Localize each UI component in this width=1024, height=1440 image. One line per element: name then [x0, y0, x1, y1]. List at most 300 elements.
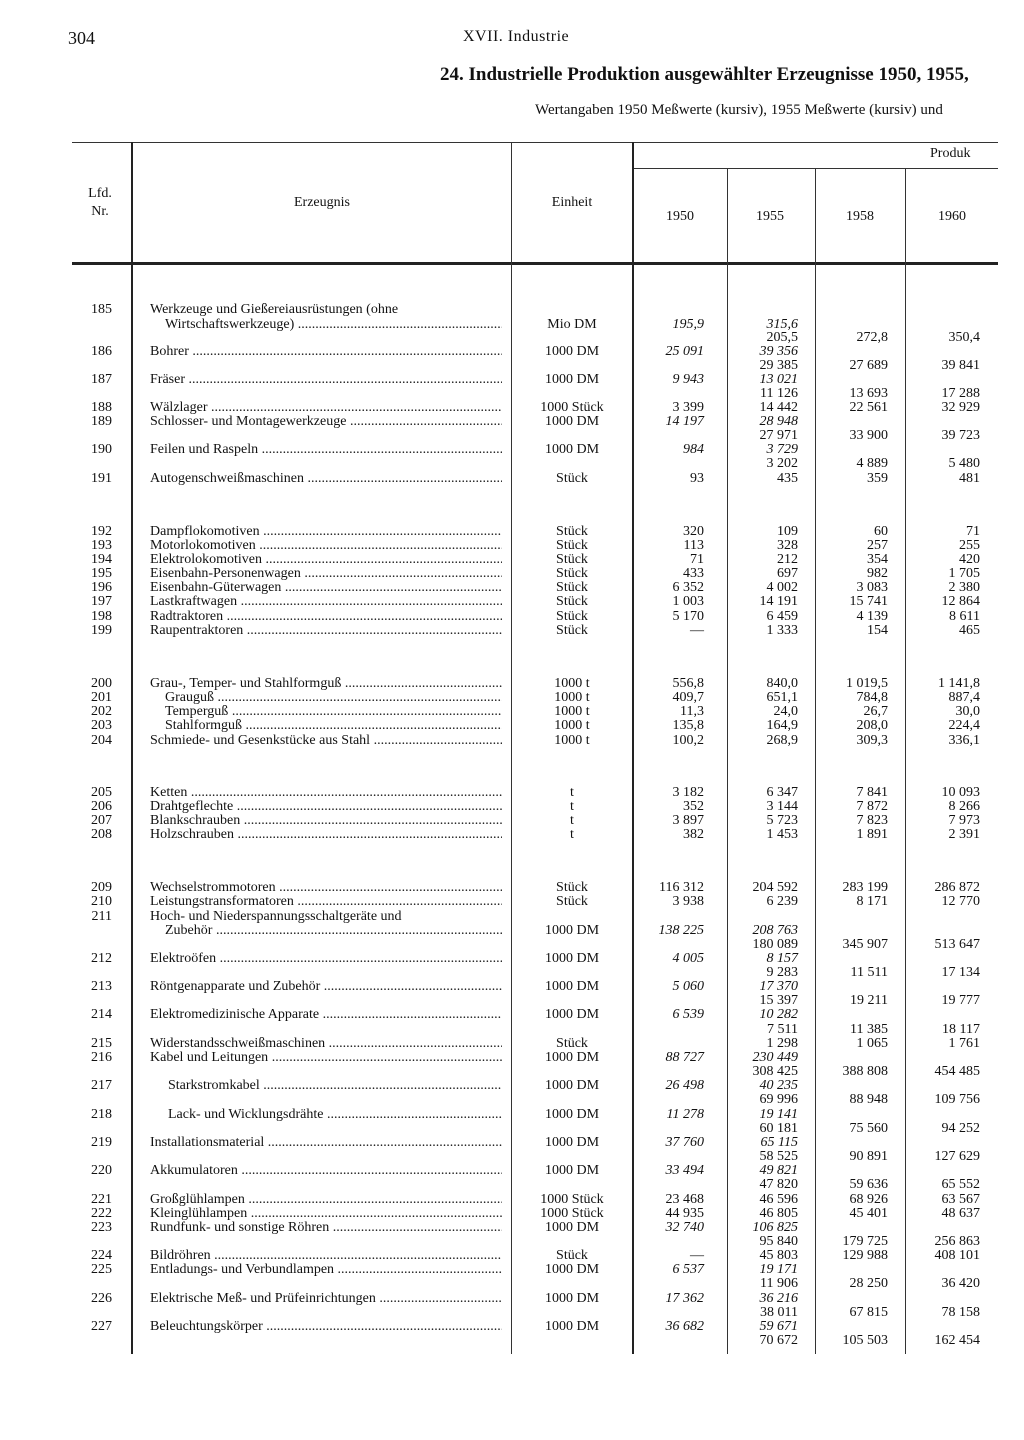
value-1955: 29 385 — [759, 358, 798, 373]
row-number: 193 — [91, 538, 112, 553]
row-number: 198 — [91, 609, 112, 624]
value-1958: 28 250 — [849, 1276, 888, 1291]
value-1958: 75 560 — [849, 1121, 888, 1136]
value-1950: 138 225 — [658, 923, 704, 938]
value-1960: 408 101 — [934, 1248, 980, 1263]
row-product-label: Fräser ..... — [150, 373, 502, 387]
row-product-label: Wechselstrommotoren ..... — [150, 881, 502, 895]
row-unit: 1000 DM — [544, 1163, 600, 1178]
value-1960: 224,4 — [948, 718, 980, 733]
value-1955: 17 370 — [759, 979, 798, 994]
value-1960: 256 863 — [934, 1234, 980, 1249]
value-1955: 6 347 — [766, 785, 798, 800]
row-product-label: Blankschrauben ..... — [150, 814, 502, 828]
value-1960: 454 485 — [934, 1064, 980, 1079]
table-row — [0, 387, 1024, 401]
value-1960: 1 761 — [948, 1036, 980, 1051]
header-einheit: Einheit — [551, 195, 593, 210]
value-1960: 8 611 — [949, 609, 980, 624]
row-unit: Stück — [556, 580, 588, 595]
value-1950: — — [690, 623, 704, 638]
row-product-label: Wirtschaftswerkzeuge) ..... — [165, 318, 502, 332]
value-1958: 60 — [874, 524, 888, 539]
value-1958: 354 — [867, 552, 888, 567]
value-1950: 409,7 — [672, 690, 704, 705]
row-product-label: Lack- und Wicklungsdrähte ..... — [168, 1108, 502, 1122]
row-product-label: Werkzeuge und Gießereiausrüstungen (ohne — [150, 303, 399, 317]
value-1960: 94 252 — [941, 1121, 980, 1136]
value-1955: 13 021 — [759, 372, 798, 387]
value-1955: 14 442 — [759, 400, 798, 415]
value-1955: 230 449 — [752, 1050, 798, 1065]
row-unit: 1000 DM — [544, 951, 600, 966]
value-1955: 69 996 — [759, 1092, 798, 1107]
running-head: XVII. Industrie — [463, 28, 570, 45]
value-1958: 272,8 — [856, 330, 888, 345]
value-1955: 65 115 — [760, 1135, 798, 1150]
table-row — [0, 1292, 1024, 1306]
row-product-label: Beleuchtungskörper ..... — [150, 1320, 502, 1334]
table-row — [0, 553, 1024, 567]
row-number: 218 — [91, 1107, 112, 1122]
value-1960: 17 288 — [941, 386, 980, 401]
value-1950: 17 362 — [665, 1291, 704, 1306]
row-product-label: Schmiede- und Gesenkstücke aus Stahl ..... — [150, 734, 502, 748]
row-number: 185 — [91, 302, 112, 317]
row-number: 207 — [91, 813, 112, 828]
table-row — [0, 359, 1024, 373]
value-1960: 1 705 — [948, 566, 980, 581]
row-product-label: Röntgenapparate und Zubehör ..... — [150, 980, 502, 994]
value-1955: 212 — [777, 552, 798, 567]
row-unit: 1000 DM — [544, 442, 600, 457]
value-1960: 65 552 — [941, 1177, 980, 1192]
value-1955: 10 282 — [759, 1007, 798, 1022]
value-1958: 7 872 — [856, 799, 888, 814]
row-product-label: Grau-, Temper- und Stahlformguß ..... — [150, 677, 502, 691]
table-row — [0, 539, 1024, 553]
row-unit: 1000 DM — [544, 1262, 600, 1277]
value-1960: 420 — [959, 552, 980, 567]
row-product-label: Radtraktoren ..... — [150, 610, 502, 624]
value-1955: 40 235 — [759, 1078, 798, 1093]
header-lfd-nr: Lfd. Nr. — [88, 186, 112, 219]
table-row — [0, 1221, 1024, 1235]
value-1950: 433 — [683, 566, 704, 581]
row-unit: 1000 DM — [544, 979, 600, 994]
row-unit: 1000 Stück — [540, 1192, 604, 1207]
value-1955: 651,1 — [766, 690, 798, 705]
header-1955: 1955 — [756, 209, 784, 224]
value-1955: 3 202 — [766, 456, 798, 471]
table-row — [0, 800, 1024, 814]
table-row — [0, 1093, 1024, 1107]
row-unit: 1000 t — [554, 733, 590, 748]
row-number: 202 — [91, 704, 112, 719]
row-unit: Stück — [556, 538, 588, 553]
value-1958: 11 511 — [850, 965, 888, 980]
table-row — [0, 1164, 1024, 1178]
row-number: 201 — [91, 690, 112, 705]
row-product-label: Elektrolokomotiven ..... — [150, 553, 502, 567]
value-1950: 6 537 — [672, 1262, 704, 1277]
value-1950: 352 — [683, 799, 704, 814]
table-row — [0, 677, 1024, 691]
value-1955: 204 592 — [752, 880, 798, 895]
table-title: 24. Industrielle Produktion ausgewählter Erzeugnisse 1950, 1955, — [440, 64, 969, 85]
table-row — [0, 1079, 1024, 1093]
value-1955: 14 191 — [759, 594, 798, 609]
value-1958: 359 — [867, 471, 888, 486]
table-row — [0, 924, 1024, 938]
value-1960: 127 629 — [934, 1149, 980, 1164]
table-row — [0, 1207, 1024, 1221]
value-1955: 164,9 — [766, 718, 798, 733]
value-1955: 328 — [777, 538, 798, 553]
table-row — [0, 624, 1024, 638]
row-unit: 1000 DM — [544, 1107, 600, 1122]
table-row — [0, 881, 1024, 895]
value-1950: 5 170 — [672, 609, 704, 624]
row-number: 211 — [91, 909, 112, 924]
row-unit: Stück — [556, 594, 588, 609]
row-product-label: Grauguß ..... — [165, 691, 502, 705]
row-unit: 1000 Stück — [540, 400, 604, 415]
table-row — [0, 1150, 1024, 1164]
row-unit: Stück — [556, 609, 588, 624]
row-product-label: Drahtgeflechte ..... — [150, 800, 502, 814]
row-number: 196 — [91, 580, 112, 595]
row-product-label: Elektromedizinische Apparate ..... — [150, 1008, 502, 1022]
value-1950: 88 727 — [665, 1050, 704, 1065]
row-unit: Stück — [556, 880, 588, 895]
row-product-label: Raupentraktoren ..... — [150, 624, 502, 638]
value-1950: 33 494 — [665, 1163, 704, 1178]
row-number: 206 — [91, 799, 112, 814]
row-product-label: Feilen und Raspeln ..... — [150, 443, 502, 457]
value-1950: 116 312 — [659, 880, 704, 895]
value-1955: 315,6 — [766, 317, 798, 332]
value-1950: 100,2 — [672, 733, 704, 748]
table-row — [0, 415, 1024, 429]
value-1955: 8 157 — [766, 951, 798, 966]
table-row — [0, 1178, 1024, 1192]
row-unit: t — [570, 799, 574, 814]
value-1955: 45 803 — [759, 1248, 798, 1263]
value-1950: 556,8 — [672, 676, 704, 691]
table-row — [0, 429, 1024, 443]
value-1950: 382 — [683, 827, 704, 842]
value-1955: 3 729 — [766, 442, 798, 457]
value-1955: 11 126 — [760, 386, 798, 401]
value-1960: 162 454 — [934, 1333, 980, 1348]
table-row — [0, 1023, 1024, 1037]
row-number: 215 — [91, 1036, 112, 1051]
value-1958: 90 891 — [849, 1149, 888, 1164]
value-1958: 13 693 — [849, 386, 888, 401]
value-1955: 59 671 — [759, 1319, 798, 1334]
value-1958: 309,3 — [856, 733, 888, 748]
value-1950: 26 498 — [665, 1078, 704, 1093]
table-row — [0, 610, 1024, 624]
value-1958: 257 — [867, 538, 888, 553]
row-product-label: Widerstandsschweißmaschinen ..... — [150, 1037, 502, 1051]
row-unit: Stück — [556, 566, 588, 581]
row-number: 187 — [91, 372, 112, 387]
table-row — [0, 966, 1024, 980]
row-product-label: Motorlokomotiven ..... — [150, 539, 502, 553]
value-1958: 283 199 — [842, 880, 888, 895]
subtitle-text: Wertangaben 1950 Meßwerte (kursiv), 1955 Meßwerte (kursiv) und — [535, 102, 943, 118]
value-1960: 286 872 — [934, 880, 980, 895]
value-1955: 308 425 — [752, 1064, 798, 1079]
page-number: 304 — [68, 28, 95, 48]
value-1958: 1 891 — [856, 827, 888, 842]
row-product-label: Installationsmaterial ..... — [150, 1136, 502, 1150]
row-unit: Stück — [556, 1248, 588, 1263]
row-unit: Stück — [556, 471, 588, 486]
value-1950: 44 935 — [665, 1206, 704, 1221]
value-1955: 208 763 — [752, 923, 798, 938]
table-subtitle — [535, 102, 943, 119]
row-number: 223 — [91, 1220, 112, 1235]
row-number: 205 — [91, 785, 112, 800]
row-product-label: Elektrische Meß- und Prüfeinrichtungen ..... — [150, 1292, 502, 1306]
value-1958: 4 889 — [856, 456, 888, 471]
value-1958: 59 636 — [849, 1177, 888, 1192]
value-1958: 345 907 — [842, 937, 888, 952]
value-1950: 5 060 — [672, 979, 704, 994]
value-1950: 37 760 — [665, 1135, 704, 1150]
row-product-label: Ketten ..... — [150, 786, 502, 800]
value-1960: 39 723 — [941, 428, 980, 443]
value-1960: 18 117 — [942, 1022, 980, 1037]
value-1955: 1 333 — [766, 623, 798, 638]
value-1960: 12 864 — [941, 594, 980, 609]
table-row — [0, 734, 1024, 748]
value-1958: 4 139 — [856, 609, 888, 624]
value-1958: 3 083 — [856, 580, 888, 595]
value-1960: 30,0 — [955, 704, 980, 719]
value-1950: 93 — [690, 471, 704, 486]
row-product-label: Eisenbahn-Personenwagen ..... — [150, 567, 502, 581]
row-unit: Stück — [556, 552, 588, 567]
table-row — [0, 401, 1024, 415]
value-1960: 1 141,8 — [938, 676, 980, 691]
row-number: 191 — [91, 471, 112, 486]
row-unit: 1000 DM — [544, 1220, 600, 1235]
value-1950: 320 — [683, 524, 704, 539]
value-1955: 697 — [777, 566, 798, 581]
row-product-label: Rundfunk- und sonstige Röhren ..... — [150, 1221, 502, 1235]
value-1955: 46 596 — [759, 1192, 798, 1207]
value-1960: 12 770 — [941, 894, 980, 909]
value-1960: 32 929 — [941, 400, 980, 415]
row-unit: 1000 DM — [544, 1007, 600, 1022]
value-1955: 24,0 — [773, 704, 798, 719]
row-number: 209 — [91, 880, 112, 895]
row-number: 192 — [91, 524, 112, 539]
table-row — [0, 472, 1024, 486]
value-1960: 8 266 — [948, 799, 980, 814]
value-1950: 113 — [683, 538, 704, 553]
row-unit: 1000 DM — [544, 1050, 600, 1065]
value-1958: 388 808 — [842, 1064, 888, 1079]
table-row — [0, 1193, 1024, 1207]
value-1950: 6 539 — [672, 1007, 704, 1022]
row-number: 197 — [91, 594, 112, 609]
value-1958: 129 988 — [842, 1248, 888, 1263]
value-1955: 6 459 — [766, 609, 798, 624]
value-1955: 205,5 — [766, 330, 798, 345]
row-number: 204 — [91, 733, 112, 748]
row-number: 199 — [91, 623, 112, 638]
row-unit: t — [570, 785, 574, 800]
value-1955: 27 971 — [759, 428, 798, 443]
value-1950: 11,3 — [680, 704, 704, 719]
value-1955: 46 805 — [759, 1206, 798, 1221]
value-1955: 36 216 — [759, 1291, 798, 1306]
table-row — [0, 567, 1024, 581]
value-1958: 179 725 — [842, 1234, 888, 1249]
row-unit: Stück — [556, 894, 588, 909]
row-unit: Stück — [556, 1036, 588, 1051]
table-row — [0, 345, 1024, 359]
value-1955: 5 723 — [766, 813, 798, 828]
row-number: 213 — [91, 979, 112, 994]
table-row — [0, 525, 1024, 539]
row-number: 208 — [91, 827, 112, 842]
row-number: 224 — [91, 1248, 112, 1263]
row-product-label: Starkstromkabel ..... — [168, 1079, 502, 1093]
value-1955: 11 906 — [760, 1276, 798, 1291]
value-1958: 11 385 — [850, 1022, 888, 1037]
value-1950: 14 197 — [665, 414, 704, 429]
value-1955: 28 948 — [759, 414, 798, 429]
value-1950: 3 897 — [672, 813, 704, 828]
row-number: 221 — [91, 1192, 112, 1207]
value-1955: 19 171 — [759, 1262, 798, 1277]
value-1950: 32 740 — [665, 1220, 704, 1235]
value-1955: 39 356 — [759, 344, 798, 359]
value-1955: 9 283 — [766, 965, 798, 980]
value-1960: 39 841 — [941, 358, 980, 373]
value-1950: 195,9 — [672, 317, 704, 332]
row-product-label: Bohrer ..... — [150, 345, 502, 359]
row-unit: 1000 DM — [544, 414, 600, 429]
value-1960: 17 134 — [941, 965, 980, 980]
value-1955: 19 141 — [759, 1107, 798, 1122]
table-row — [0, 938, 1024, 952]
table-row — [0, 373, 1024, 387]
table-row — [0, 1008, 1024, 1022]
row-product-label: Eisenbahn-Güterwagen ..... — [150, 581, 502, 595]
value-1950: 984 — [683, 442, 704, 457]
row-unit: 1000 DM — [544, 1319, 600, 1334]
table-row — [0, 331, 1024, 345]
row-unit: 1000 DM — [544, 1135, 600, 1150]
table-row — [0, 705, 1024, 719]
value-1960: 63 567 — [941, 1192, 980, 1207]
table-row — [0, 1235, 1024, 1249]
table-row — [0, 1334, 1024, 1348]
row-number: 188 — [91, 400, 112, 415]
table-row — [0, 719, 1024, 733]
row-unit: 1000 DM — [544, 372, 600, 387]
row-number: 226 — [91, 1291, 112, 1306]
value-1960: 481 — [959, 471, 980, 486]
value-1960: 48 637 — [941, 1206, 980, 1221]
value-1958: 982 — [867, 566, 888, 581]
value-1958: 68 926 — [849, 1192, 888, 1207]
row-product-label: Großglühlampen ..... — [150, 1193, 502, 1207]
row-product-label: Temperguß ..... — [165, 705, 502, 719]
value-1960: 513 647 — [934, 937, 980, 952]
header-1958: 1958 — [846, 209, 874, 224]
value-1958: 784,8 — [856, 690, 888, 705]
table-row — [0, 814, 1024, 828]
value-1955: 70 672 — [759, 1333, 798, 1348]
value-1950: 4 005 — [672, 951, 704, 966]
value-1958: 22 561 — [849, 400, 888, 415]
header-bottom-rule — [72, 262, 998, 265]
table-row — [0, 994, 1024, 1008]
row-number: 195 — [91, 566, 112, 581]
row-unit: Mio DM — [547, 317, 597, 332]
table-row — [0, 581, 1024, 595]
row-product-label: Bildröhren ..... — [150, 1249, 502, 1263]
row-number: 194 — [91, 552, 112, 567]
row-number: 212 — [91, 951, 112, 966]
value-1960: 78 158 — [941, 1305, 980, 1320]
table-row — [0, 1037, 1024, 1051]
row-unit: 1000 Stück — [540, 1206, 604, 1221]
row-unit: Stück — [556, 623, 588, 638]
row-product-label: Entladungs- und Verbundlampen ..... — [150, 1263, 502, 1277]
table-row — [0, 303, 1024, 317]
value-1955: 60 181 — [759, 1121, 798, 1136]
value-1955: 180 089 — [752, 937, 798, 952]
table-row — [0, 895, 1024, 909]
row-product-label: Akkumulatoren ..... — [150, 1164, 502, 1178]
value-1955: 38 011 — [760, 1305, 798, 1320]
table-row — [0, 786, 1024, 800]
row-number: 216 — [91, 1050, 112, 1065]
table-row — [0, 1306, 1024, 1320]
value-1960: 336,1 — [948, 733, 980, 748]
row-number: 217 — [91, 1078, 112, 1093]
value-1950: 36 682 — [665, 1319, 704, 1334]
value-1950: 1 003 — [672, 594, 704, 609]
value-1958: 88 948 — [849, 1092, 888, 1107]
value-1958: 7 823 — [856, 813, 888, 828]
value-1958: 26,7 — [863, 704, 888, 719]
value-1950: 11 278 — [666, 1107, 704, 1122]
header-1960: 1960 — [938, 209, 966, 224]
row-product-label: Kleinglühlampen ..... — [150, 1207, 502, 1221]
table-row — [0, 910, 1024, 924]
table-row — [0, 828, 1024, 842]
row-unit: 1000 t — [554, 704, 590, 719]
row-number: 200 — [91, 676, 112, 691]
row-number: 214 — [91, 1007, 112, 1022]
header-erzeugnis: Erzeugnis — [294, 195, 350, 210]
table-row — [0, 691, 1024, 705]
table-row — [0, 1263, 1024, 1277]
row-product-label: Schlosser- und Montagewerkzeuge ..... — [150, 415, 502, 429]
value-1955: 435 — [777, 471, 798, 486]
value-1960: 10 093 — [941, 785, 980, 800]
